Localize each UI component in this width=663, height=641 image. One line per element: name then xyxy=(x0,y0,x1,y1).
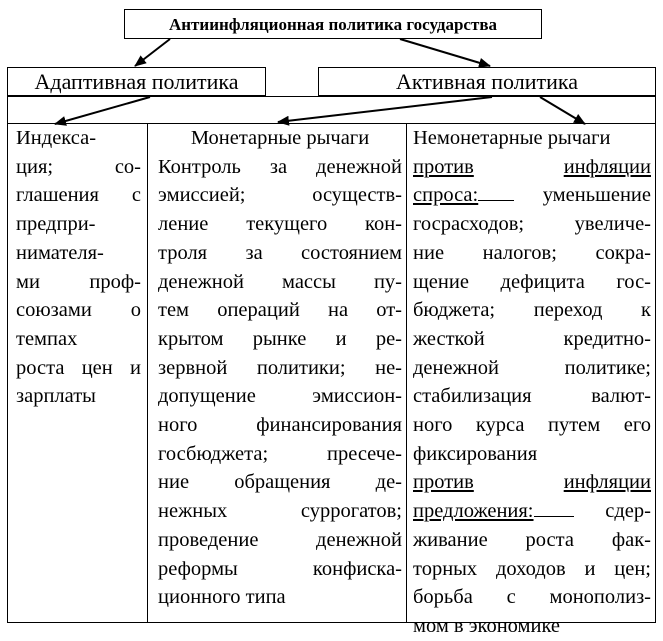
col3-line: ного курса путем его xyxy=(413,414,651,437)
col2-line: ление текущего кон- xyxy=(158,213,402,236)
col2-line: эмиссией; осуществ- xyxy=(158,184,402,207)
connector-band xyxy=(7,96,656,124)
col2-line: крытом рынке и ре- xyxy=(158,327,402,350)
col2-line: госбюджета; пресече- xyxy=(158,442,402,465)
col3-line: мом в экономике xyxy=(413,614,561,637)
title-text: Антиинфляционная политика государства xyxy=(168,15,498,34)
col2-line: зервной политики; не- xyxy=(158,356,402,379)
col2-line: нежных суррогатов; xyxy=(158,500,402,523)
supply-inflation-line xyxy=(413,497,651,526)
col1-line: союзами о xyxy=(16,299,141,322)
underline-fill xyxy=(534,498,574,517)
adaptive-policy-label: Адаптивная политика xyxy=(34,69,239,94)
monetary-heading: Монетарные рычаги xyxy=(190,127,370,149)
col3-line: торных доходов и цен; xyxy=(413,557,651,580)
supply-word-restraint: сдер- xyxy=(605,500,651,523)
col3-line: живание роста фак- xyxy=(413,528,651,551)
col3-line: фиксирования xyxy=(413,442,538,465)
col2-line: ние обращения де- xyxy=(158,471,402,494)
col1-line: роста цен и xyxy=(16,356,141,379)
col1-line: Индекса- xyxy=(16,127,97,149)
col3-line: борьба с монополиз- xyxy=(413,586,651,609)
indexation-column xyxy=(7,123,148,623)
col2-line: тем операций на от- xyxy=(158,299,402,322)
col1-line: нимателя- xyxy=(16,241,104,264)
col2-line: допущение эмиссион- xyxy=(158,385,402,408)
demand-inflation-heading xyxy=(413,153,651,182)
col1-line: глашения с xyxy=(16,184,141,207)
col1-line: зарплаты xyxy=(16,385,96,408)
col1-line: темпах xyxy=(16,327,78,350)
supply-word-inflation: инфляции xyxy=(563,471,651,494)
demand-word-inflation: инфляции xyxy=(563,155,651,178)
supply-word-supply: предложения: xyxy=(413,500,534,523)
title-box xyxy=(124,9,542,39)
active-policy-label: Активная политика xyxy=(396,69,578,94)
col2-line: проведение денежной xyxy=(158,528,402,551)
demand-word-against: против xyxy=(413,155,474,178)
col3-line: стабилизация валют- xyxy=(413,385,651,408)
supply-inflation-heading xyxy=(413,468,651,497)
underline-fill xyxy=(478,182,514,201)
supply-word-against: против xyxy=(413,471,474,494)
col2-line: ного финансирования xyxy=(158,414,402,437)
col1-line: ция; со- xyxy=(16,155,141,178)
col3-line: ние налогов; сокра- xyxy=(413,241,651,264)
col3-line: денежной политике; xyxy=(413,356,651,379)
col2-line: Контроль за денежной xyxy=(158,155,402,178)
col3-line: бюджета; переход к xyxy=(413,299,651,322)
demand-word-demand: спроса: xyxy=(413,184,479,207)
arrow-to-adaptive xyxy=(135,39,170,66)
col2-line: троля за состоянием xyxy=(158,241,402,264)
col3-line: щение дефицита гос- xyxy=(413,270,651,293)
demand-word-decrease: уменьшение xyxy=(542,184,651,207)
monetary-levers-column xyxy=(147,123,407,623)
col1-line: предпри- xyxy=(16,213,96,236)
demand-inflation-line xyxy=(413,181,651,210)
col3-line: жесткой кредитно- xyxy=(413,327,651,350)
col2-line: реформы конфиска- xyxy=(158,557,402,580)
col1-line: ми проф- xyxy=(16,270,141,293)
arrow-to-active xyxy=(400,39,490,66)
active-policy-box xyxy=(318,67,656,96)
col2-line: денежной массы пу- xyxy=(158,270,402,293)
non-monetary-heading: Немонетарные рычаги xyxy=(413,127,611,149)
col2-line: ционного типа xyxy=(158,586,286,609)
col3-line: госрасходов; увеличе- xyxy=(413,213,651,236)
non-monetary-levers-column xyxy=(406,123,656,637)
adaptive-policy-box xyxy=(7,67,266,96)
